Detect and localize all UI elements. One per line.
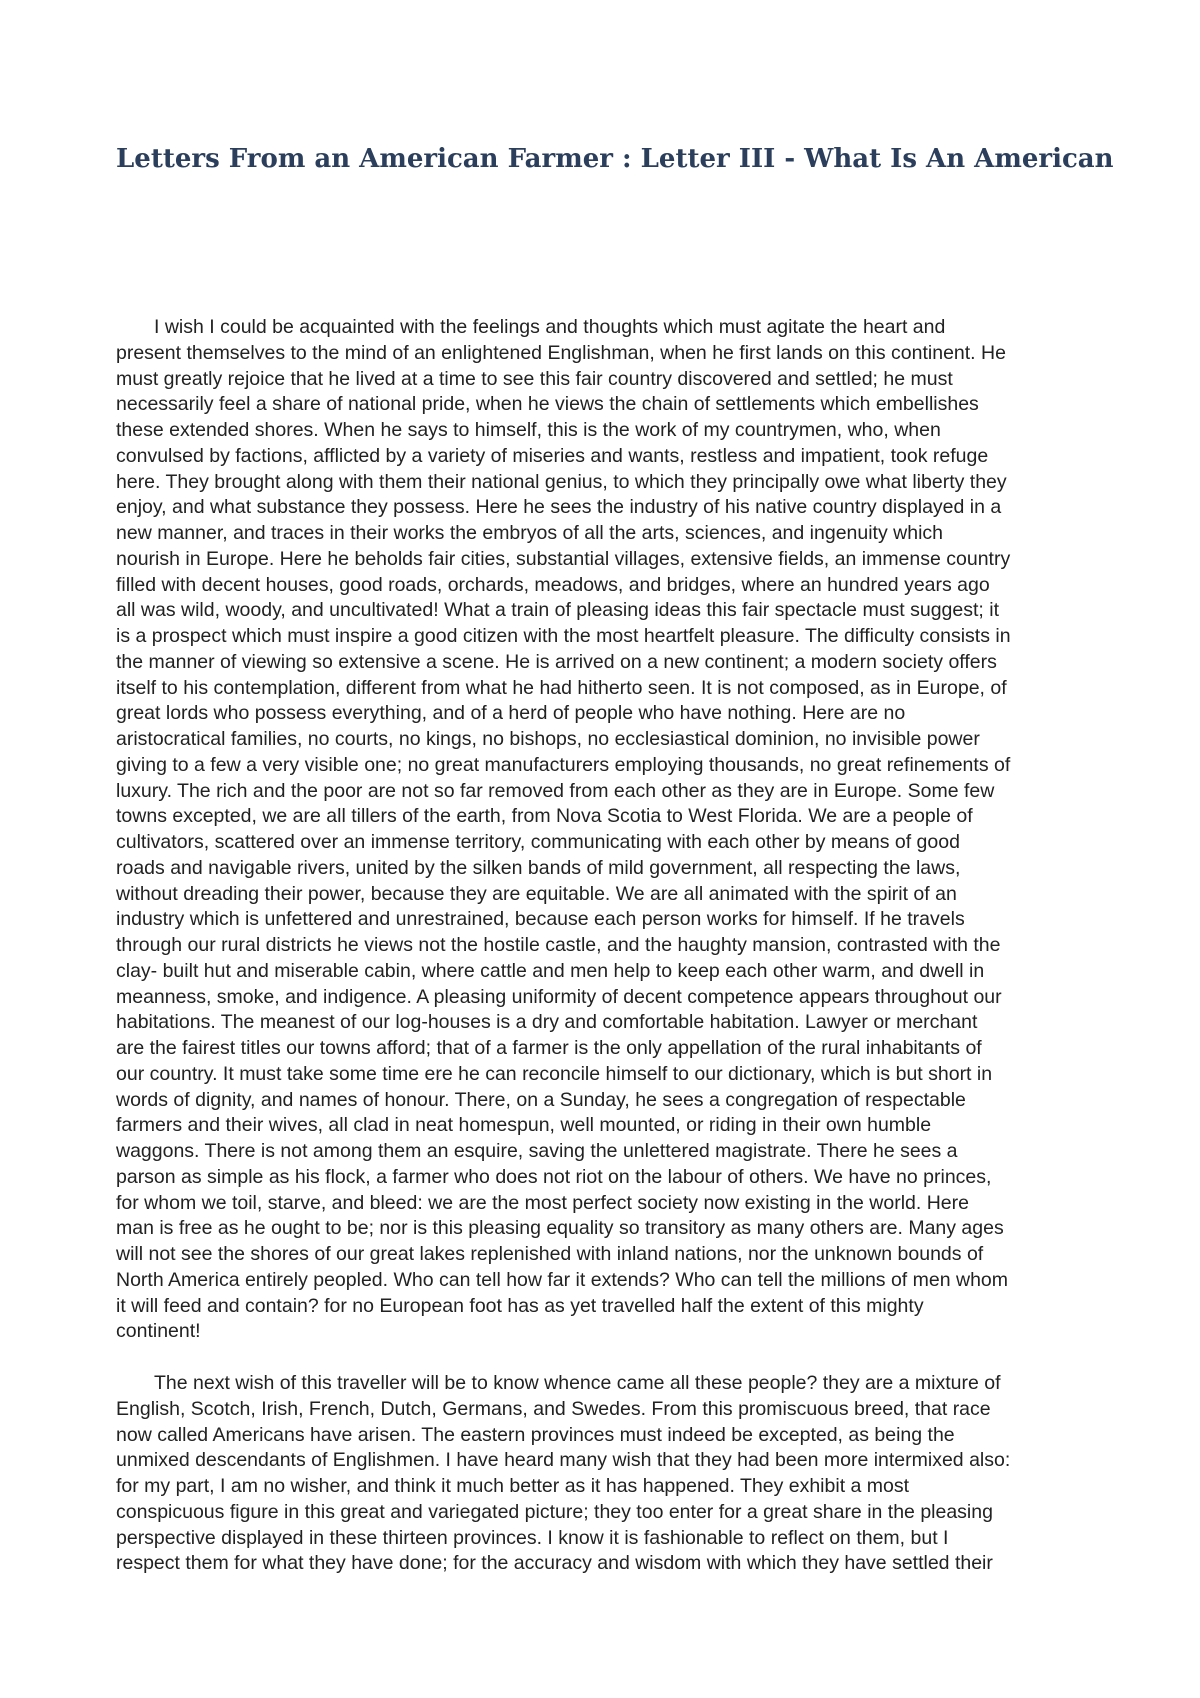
document-title: Letters From an American Farmer : Letter III - What Is An American <box>116 144 1114 174</box>
document-body <box>116 315 1096 1577</box>
paragraph-2: The next wish of this traveller will be to know whence came all these people? they are a mixture of English, Scotch, Irish, French, Dutch, Germans, and Swedes. From this promiscuous breed, that race now called Americans have arisen. The eastern provinces must indeed be excepted, as being the unmixed descendants of Englishmen. I have heard many wish that they had been more intermixed also: for my part, I am no wisher, and think it much better as it has happened. They exhibit a most conspicuous figure in this great and variegated picture; they too enter for a great share in the pleasing perspective displayed in these thirteen provinces. I know it is fashionable to reflect on them, but I respect them for what they have done; for the accuracy and wisdom with which they have settled their <box>116 1372 1011 1575</box>
paragraph-1: I wish I could be acquainted with the feelings and thoughts which must agitate the heart and present themselves to the mind of an enlightened Englishman, when he first lands on this continent. He must greatly rejoice that he lived at a time to see this fair country discovered and settled; he must necessarily feel a share of national pride, when he views the chain of settlements which embellishes these extended shores. When he says to himself, this is the work of my countrymen, who, when convulsed by factions, afflicted by a variety of miseries and wants, restless and impatient, took refuge here. They brought along with them their national genius, to which they principally owe what liberty they enjoy, and what substance they possess. Here he sees the industry of his native country displayed in a new manner, and traces in their works the embryos of all the arts, sciences, and ingenuity which nourish in Europe. Here he beholds fair cities, substantial villages, extensive fields, an immense country filled with decent houses, good roads, orchards, meadows, and bridges, where an hundred years ago all was wild, woody, and uncultivated! What a train of pleasing ideas this fair spectacle must suggest; it is a prospect which must inspire a good citizen with the most heartfelt pleasure. The difficulty consists in the manner of viewing so extensive a scene. He is arrived on a new continent; a modern society offers itself to his contemplation, different from what he had hitherto seen. It is not composed, as in Europe, of great lords who possess everything, and of a herd of people who have nothing. Here are no aristocratical families, no courts, no kings, no bishops, no ecclesiastical dominion, no invisible power giving to a few a very visible one; no great manufacturers employing thousands, no great refinements of luxury. The rich and the poor are not so far removed from each other as they are in Europe. Some few towns excepted, we are all tillers of the earth, from Nova Scotia to West Florida. We are a people of cultivators, scattered over an immense territory, communicating with each other by means of good roads and navigable rivers, united by the silken bands of mild government, all respecting the laws, without dreading their power, because they are equitable. We are all animated with the spirit of an industry which is unfettered and unrestrained, because each person works for himself. If he travels through our rural districts he views not the hostile castle, and the haughty mansion, contrasted with the clay- built hut and miserable cabin, where cattle and men help to keep each other warm, and dwell in meanness, smoke, and indigence. A pleasing uniformity of decent competence appears throughout our habitations. The meanest of our log-houses is a dry and comfortable habitation. Lawyer or merchant are the fairest titles our towns afford; that of a farmer is the only appellation of the rural inhabitants of our country. It must take some time ere he can reconcile himself to our dictionary, which is but short in words of dignity, and names of honour. There, on a Sunday, he sees a congregation of respectable farmers and their wives, all clad in neat homespun, well mounted, or riding in their own humble waggons. There is not among them an esquire, saving the unlettered magistrate. There he sees a parson as simple as his flock, a farmer who does not riot on the labour of others. We have no princes, for whom we toil, starve, and bleed: we are the most perfect society now existing in the world. Here man is free as he ought to be; nor is this pleasing equality so transitory as many others are. Many ages will not see the shores of our great lakes replenished with inland nations, nor the unknown bounds of North America entirely peopled. Who can tell how far it extends? Who can tell the millions of men whom it will feed and contain? for no European foot has as yet travelled half the extent of this mighty continent! <box>116 316 1011 1343</box>
